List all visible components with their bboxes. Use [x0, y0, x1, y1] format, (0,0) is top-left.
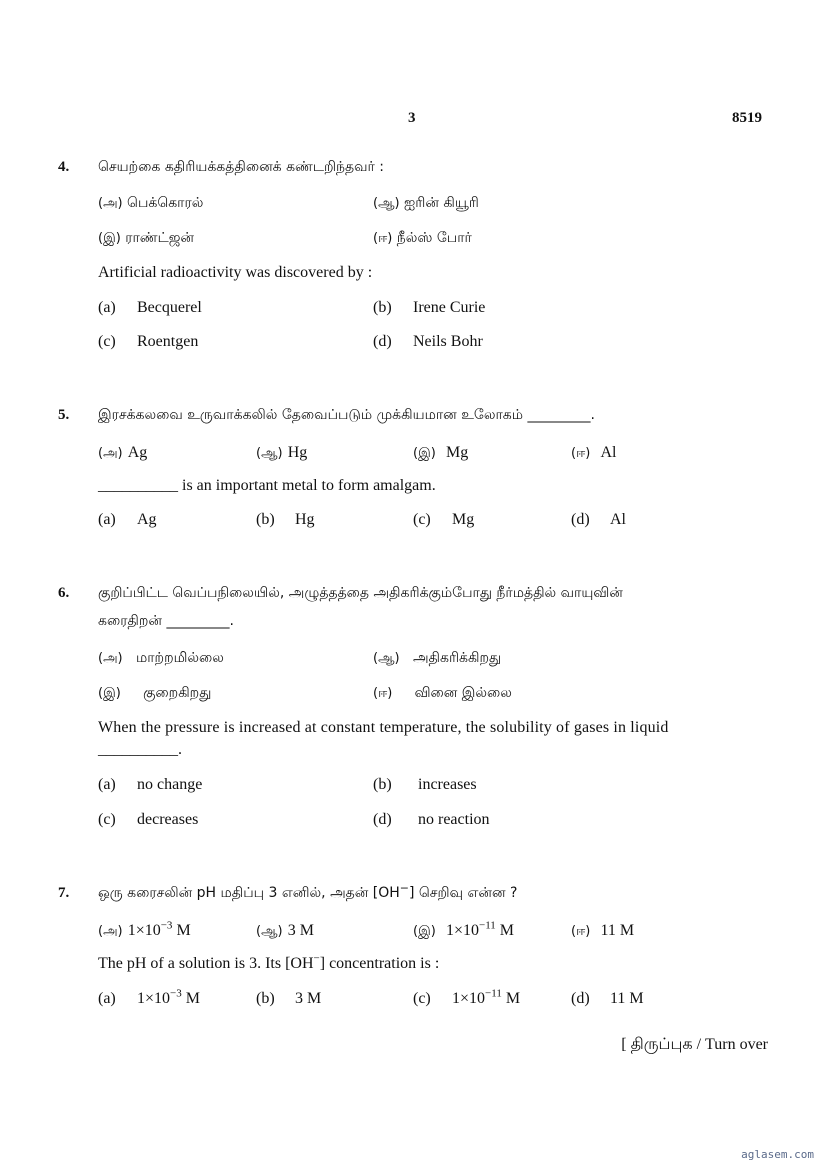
option-tamil-d: (ஈ) Al — [571, 444, 617, 461]
option-tamil-c: (இ) $1\times 10^{-11}$ M — [413, 919, 515, 939]
option-english-b-text: increases — [418, 776, 477, 793]
option-english-d-text: Neils Bohr — [413, 333, 483, 350]
option-english-c-mark: (c) — [413, 990, 431, 1007]
option-tamil-a: (அ) பெக்கொரல் — [98, 195, 204, 211]
option-english-d-mark: (d) — [571, 511, 590, 528]
option-english-d-mark: (d) — [373, 333, 392, 350]
question-number: 7. — [58, 885, 70, 901]
page-number: 3 — [408, 110, 416, 126]
option-tamil-b: (ஆ) ஐரின் கியூரி — [373, 195, 479, 211]
option-tamil-c: (இ) Mg — [413, 444, 469, 461]
paper-code: 8519 — [732, 110, 762, 126]
option-english-b-mark: (b) — [256, 511, 275, 528]
option-english-a-text: Ag — [137, 511, 157, 528]
option-english-c-text: Roentgen — [137, 333, 199, 350]
option-tamil-b: (ஆ) Hg — [256, 444, 308, 461]
option-tamil-b: (ஆ) 3 M — [256, 922, 314, 939]
option-english-d-text: Al — [610, 511, 626, 528]
question-text-tamil-line1: குறிப்பிட்ட வெப்பநிலையில், அழுத்தத்தை அதிகரிக்கும்போது நீர்மத்தில் வாயுவின் — [98, 585, 623, 601]
option-tamil-c: (இ) குறைகிறது — [98, 685, 212, 701]
option-english-a-text: Becquerel — [137, 299, 202, 316]
option-tamil-a: (அ) Ag — [98, 444, 148, 461]
question-number: 5. — [58, 407, 70, 423]
option-english-d-text: 11 M — [610, 990, 644, 1007]
option-english-d-text: no reaction — [418, 811, 490, 828]
option-english-a-mark: (a) — [98, 299, 116, 316]
option-english-d-mark: (d) — [373, 811, 392, 828]
option-english-b-mark: (b) — [373, 299, 392, 316]
question-text-tamil-line2: கரைதிறன் _________. — [98, 613, 234, 629]
option-english-b-text: 3 M — [295, 990, 322, 1007]
option-english-b-mark: (b) — [256, 990, 275, 1007]
option-tamil-d: (ஈ) 11 M — [571, 922, 635, 939]
question-number: 4. — [58, 159, 70, 175]
option-english-c-mark: (c) — [98, 333, 116, 350]
question-text-english: __________ is an important metal to form amalgam. — [98, 477, 436, 494]
option-english-a-mark: (a) — [98, 990, 116, 1007]
option-english-c-text: Mg — [452, 511, 475, 528]
option-english-a-mark: (a) — [98, 776, 116, 793]
option-tamil-c: (இ) ராண்ட்ஜன் — [98, 230, 195, 246]
option-english-a-text: no change — [137, 776, 203, 793]
option-english-b-mark: (b) — [373, 776, 392, 793]
question-text-tamil: இரசக்கலவை உருவாக்கலில் தேவைப்படும் முக்கியமான உலோகம் _________. — [98, 407, 595, 423]
question-text-tamil: செயற்கை கதிரியக்கத்தினைக் கண்டறிந்தவர் : — [98, 159, 385, 175]
option-english-c-text: $1\times 10^{-11}$ M — [452, 987, 521, 1007]
option-english-c-text: decreases — [137, 811, 199, 828]
option-tamil-a: (அ) $1\times 10^{-3}$ M — [98, 919, 191, 939]
option-tamil-d: (ஈ) நீல்ஸ் போர் — [373, 230, 472, 246]
question-text-english-line1: When the pressure is increased at constant temperature, the solubility of gases in liquid — [98, 719, 669, 736]
question-text-english: Artificial radioactivity was discovered by : — [98, 264, 373, 281]
option-english-b-text: Irene Curie — [413, 299, 486, 316]
option-english-b-text: Hg — [295, 511, 315, 528]
question-number: 6. — [58, 585, 70, 601]
option-tamil-b: (ஆ) அதிகரிக்கிறது — [373, 650, 502, 666]
option-tamil-a: (அ) மாற்றமில்லை — [98, 650, 224, 666]
question-text-english: The pH of a solution is 3. Its [OH−] concentration is : — [98, 952, 440, 972]
option-english-a-mark: (a) — [98, 511, 116, 528]
question-text-english-line2: __________. — [98, 741, 182, 758]
option-english-a-text: $1\times 10^{-3}$ M — [137, 987, 200, 1007]
question-text-tamil: ஒரு கரைசலின் pH மதிப்பு 3 எனில், அதன் [OH−] செறிவு என்ன ? — [98, 881, 518, 901]
watermark: aglasem.com — [741, 1148, 814, 1161]
option-english-d-mark: (d) — [571, 990, 590, 1007]
option-tamil-d: (ஈ) வினை இல்லை — [373, 685, 512, 701]
option-english-c-mark: (c) — [98, 811, 116, 828]
option-english-c-mark: (c) — [413, 511, 431, 528]
turn-over-note: [ திருப்புக / Turn over — [621, 1036, 768, 1053]
